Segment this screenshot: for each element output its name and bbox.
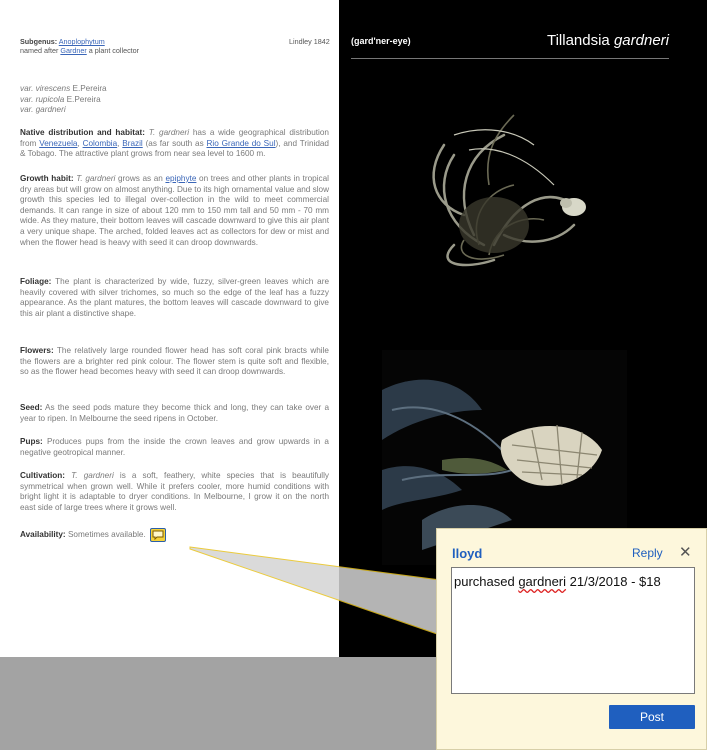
variety-item: var. gardneri: [20, 105, 66, 115]
variety-item: var. virescens E.Pereira: [20, 84, 107, 93]
named-prefix: named after: [20, 46, 59, 55]
reply-button[interactable]: Reply: [632, 546, 663, 560]
named-suffix: a plant collector: [88, 46, 140, 55]
plant-photo-top: [394, 95, 604, 275]
comment-popup: [436, 528, 707, 750]
cultivation-paragraph: Cultivation: T. gardneri is a soft, feathery, white species that is beautifully symmetrical when grown well. While it prefers cooler, more humid conditions with bright light it is adaptable to dryer conditions. In Melbourne, I grow it on the north east side of large trees where it grows well.: [20, 471, 330, 512]
document-page-left: [0, 0, 339, 657]
seed-paragraph: Seed: As the seed pods mature they become thick and long, they can take over a year to ripen. In Melbourne the seed ripens in October.: [20, 403, 329, 423]
post-button[interactable]: Post: [609, 705, 695, 729]
subgenus-header: [20, 37, 139, 55]
epiphyte-link[interactable]: epiphyte: [165, 174, 197, 183]
misspelled-word: gardneri: [518, 574, 567, 589]
gardner-link[interactable]: Gardner: [60, 46, 87, 55]
brazil-link[interactable]: Brazil: [122, 138, 143, 148]
colombia-link[interactable]: Colombia: [82, 138, 118, 148]
rio-grande-link[interactable]: Rio Grande do Sul: [206, 138, 276, 148]
comment-author: lloyd: [452, 546, 483, 561]
native-distribution-paragraph: Native distribution and habitat: T. gardneri has a wide geographical distribution from Venezuela, Colombia, Brazil (as far south as Rio Grande do Sul), and Trinidad & Tobago. The attractive plant grows from near sea level to 1600 m.: [20, 128, 329, 159]
subgenus-link[interactable]: Anoplophytum: [58, 37, 105, 46]
species-title: Tillandsia gardneri: [546, 32, 669, 49]
availability-paragraph: Availability: Sometimes available.: [20, 528, 329, 542]
flowers-paragraph: Flowers: The relatively large rounded flower head has soft coral pink bracts while the flowers are a brighter red pink colour. The flower stem is quite soft and flexible, so as the flower head becomes heavy with seed it can droop downwards.: [20, 346, 329, 377]
speech-bubble-note-icon[interactable]: [150, 528, 166, 542]
header-divider: [351, 58, 669, 59]
subgenus-label: Subgenus:: [20, 37, 58, 46]
pups-paragraph: Pups: Produces pups from the inside the crown leaves and grow upwards in a negative geotropical manner.: [20, 437, 329, 457]
variety-item: var. rupicola E.Pereira: [20, 94, 101, 104]
author-year: Lindley 1842: [289, 37, 330, 46]
comment-text-field[interactable]: purchased gardneri 21/3/2018 - $18: [451, 567, 695, 694]
growth-habit-paragraph: Growth habit: T. gardneri grows as an epiphyte on trees and other plants in tropical dry areas but will grow on almost anything. Due to its high ornamental value and slow growth this species led to illegal over-collection in the wild to meet commercial demands. It can range in size of about 120 mm to 150 mm tall and 50 mm - 70 mm wide. As they mature, their bottom leaves will cascade downward to give this air plant a very unique shape. The arched, folded leaves act as collectors for dew or mist and when the flower head is heavy with seed it can droop downwards.: [20, 174, 330, 247]
venezuela-link[interactable]: Venezuela: [39, 138, 78, 148]
pronunciation: (gard'ner-eye): [351, 36, 411, 46]
close-icon[interactable]: ✕: [679, 543, 692, 561]
varieties-list: [20, 84, 107, 116]
foliage-paragraph: Foliage: The plant is characterized by wide, fuzzy, silver-green leaves which are heavily covered with silver trichomes, so much so the edge of the leaf has a fuzzy appearance. As the plant matures, the bottom leaves will cascade downward to give this air plant a distinctive shape.: [20, 277, 329, 318]
